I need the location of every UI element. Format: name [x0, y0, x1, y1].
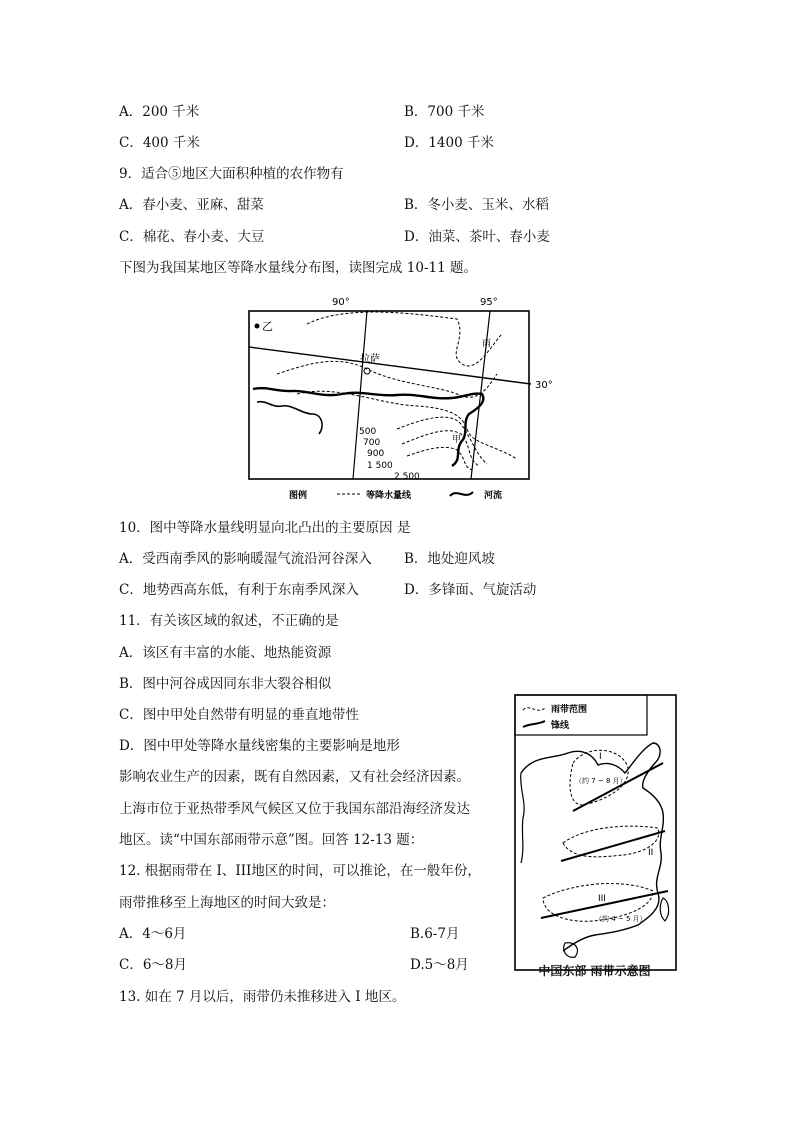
legend-front: 锋线 — [551, 721, 570, 731]
rainband-2 — [563, 826, 659, 857]
q8-option-a: A．200 千米 — [119, 104, 200, 120]
map2-frame — [515, 695, 676, 970]
legend-rainband-symbol — [523, 708, 545, 711]
isohyet-900: 900 — [367, 449, 385, 459]
meridian-90 — [353, 311, 367, 479]
q12-option-a: A．4～6月 — [119, 926, 187, 942]
west-boundary — [521, 773, 524, 863]
isohyet-700: 700 — [363, 438, 381, 448]
region-1-time: （约 7 ~ 8 月） — [575, 777, 627, 785]
q9-stem: 9．适合⑤地区大面积种植的农作物有 — [119, 166, 344, 182]
isohyet-2500: 2 500 — [394, 472, 420, 482]
q12-stem-line2: 雨带推移至上海地区的时间大致是： — [119, 895, 335, 911]
intro-12-13-line1: 影响农业生产的因素，既有自然因素，又有社会经济因素。 — [119, 769, 470, 785]
label-r: 雨 — [482, 339, 492, 349]
label-yi: 乙 — [262, 320, 273, 333]
label-lhasa: 拉萨 — [360, 354, 380, 365]
rainband-map-title: 中国东部 雨带示意图 — [538, 964, 651, 978]
q9-option-b: B．冬小麦、玉米、水稻 — [404, 197, 549, 213]
legend-river: 河流 — [484, 491, 503, 501]
region-3-time: （约 4 ~ 5 月） — [595, 915, 647, 923]
q12-option-d: D.5～8月 — [410, 957, 469, 973]
q10-option-b: B．地处迎风坡 — [404, 551, 495, 567]
q12-stem-line1: 12. 根据雨带在 I、III地区的时间，可以推论，在一般年份， — [119, 863, 481, 879]
q8-option-c: C．400 千米 — [119, 135, 200, 151]
rainband-map — [513, 683, 678, 983]
front-1 — [573, 763, 663, 811]
q10-stem: 10．图中等降水量线明显向北凸出的主要原因 是 — [119, 520, 411, 536]
q8-option-d: D．1400 千米 — [404, 135, 494, 151]
isohyet-1500: 1 500 — [367, 461, 393, 471]
legend-title: 图例 — [289, 491, 308, 501]
legend-river-symbol — [450, 492, 473, 496]
q11-option-a: A．该区有丰富的水能、地热能资源 — [119, 645, 332, 661]
region-1-label: I — [599, 752, 602, 762]
legend-rainband: 雨带范围 — [551, 705, 588, 715]
q9-option-d: D．油菜、茶叶、春小麦 — [404, 229, 550, 245]
q8-option-b: B．700 千米 — [404, 104, 485, 120]
q10-option-d: D．多锋面、气旋活动 — [404, 582, 537, 598]
q11-stem: 11．有关该区域的叙述，不正确的是 — [119, 613, 339, 629]
q11-option-c: C．图中甲处自然带有明显的垂直地带性 — [119, 707, 359, 723]
point-yi — [255, 324, 260, 329]
region-3-label: III — [598, 894, 606, 904]
lat-30-label: 30° — [535, 380, 553, 391]
q11-option-b: B．图中河谷成因同东非大裂谷相似 — [119, 676, 332, 692]
region-2-label: II — [648, 848, 654, 858]
parallel-30 — [249, 347, 531, 384]
q12-option-c: C．6～8月 — [119, 957, 188, 973]
q10-option-c: C．地势西高东低，有利于东南季风深入 — [119, 582, 359, 598]
label-jia: 甲 — [452, 435, 462, 445]
lon-95-label: 95° — [480, 297, 498, 308]
taiwan-island — [660, 898, 668, 921]
intro-12-13-line2: 上海市位于亚热带季风气候区又位于我国东部沿海经济发达 — [119, 801, 470, 817]
tributary-river — [257, 402, 322, 434]
q10-option-a: A．受西南季风的影响暖湿气流沿河谷深入 — [119, 551, 372, 567]
q9-option-c: C．棉花、春小麦、大豆 — [119, 229, 265, 245]
intro-10-11: 下图为我国某地区等降水量线分布图，读图完成 10-11 题。 — [119, 260, 477, 276]
isohyet-map — [247, 294, 553, 506]
intro-12-13-line3: 地区。读“中国东部雨带示意”图。回答 12-13 题： — [119, 832, 424, 848]
legend-front-symbol — [523, 721, 545, 727]
q11-option-d: D．图中甲处等降水量线密集的主要影响是地形 — [119, 738, 400, 754]
map2-legend-box — [515, 695, 647, 735]
isohyet-500: 500 — [359, 427, 377, 437]
lon-90-label: 90° — [332, 297, 350, 308]
legend-isohyet: 等降水量线 — [366, 491, 412, 501]
q9-option-a: A．春小麦、亚麻、甜菜 — [119, 197, 264, 213]
q13-stem: 13. 如在 7 月以后，雨带仍未推移进入 I 地区。 — [119, 989, 406, 1005]
q12-option-b: B.6-7月 — [410, 926, 460, 942]
